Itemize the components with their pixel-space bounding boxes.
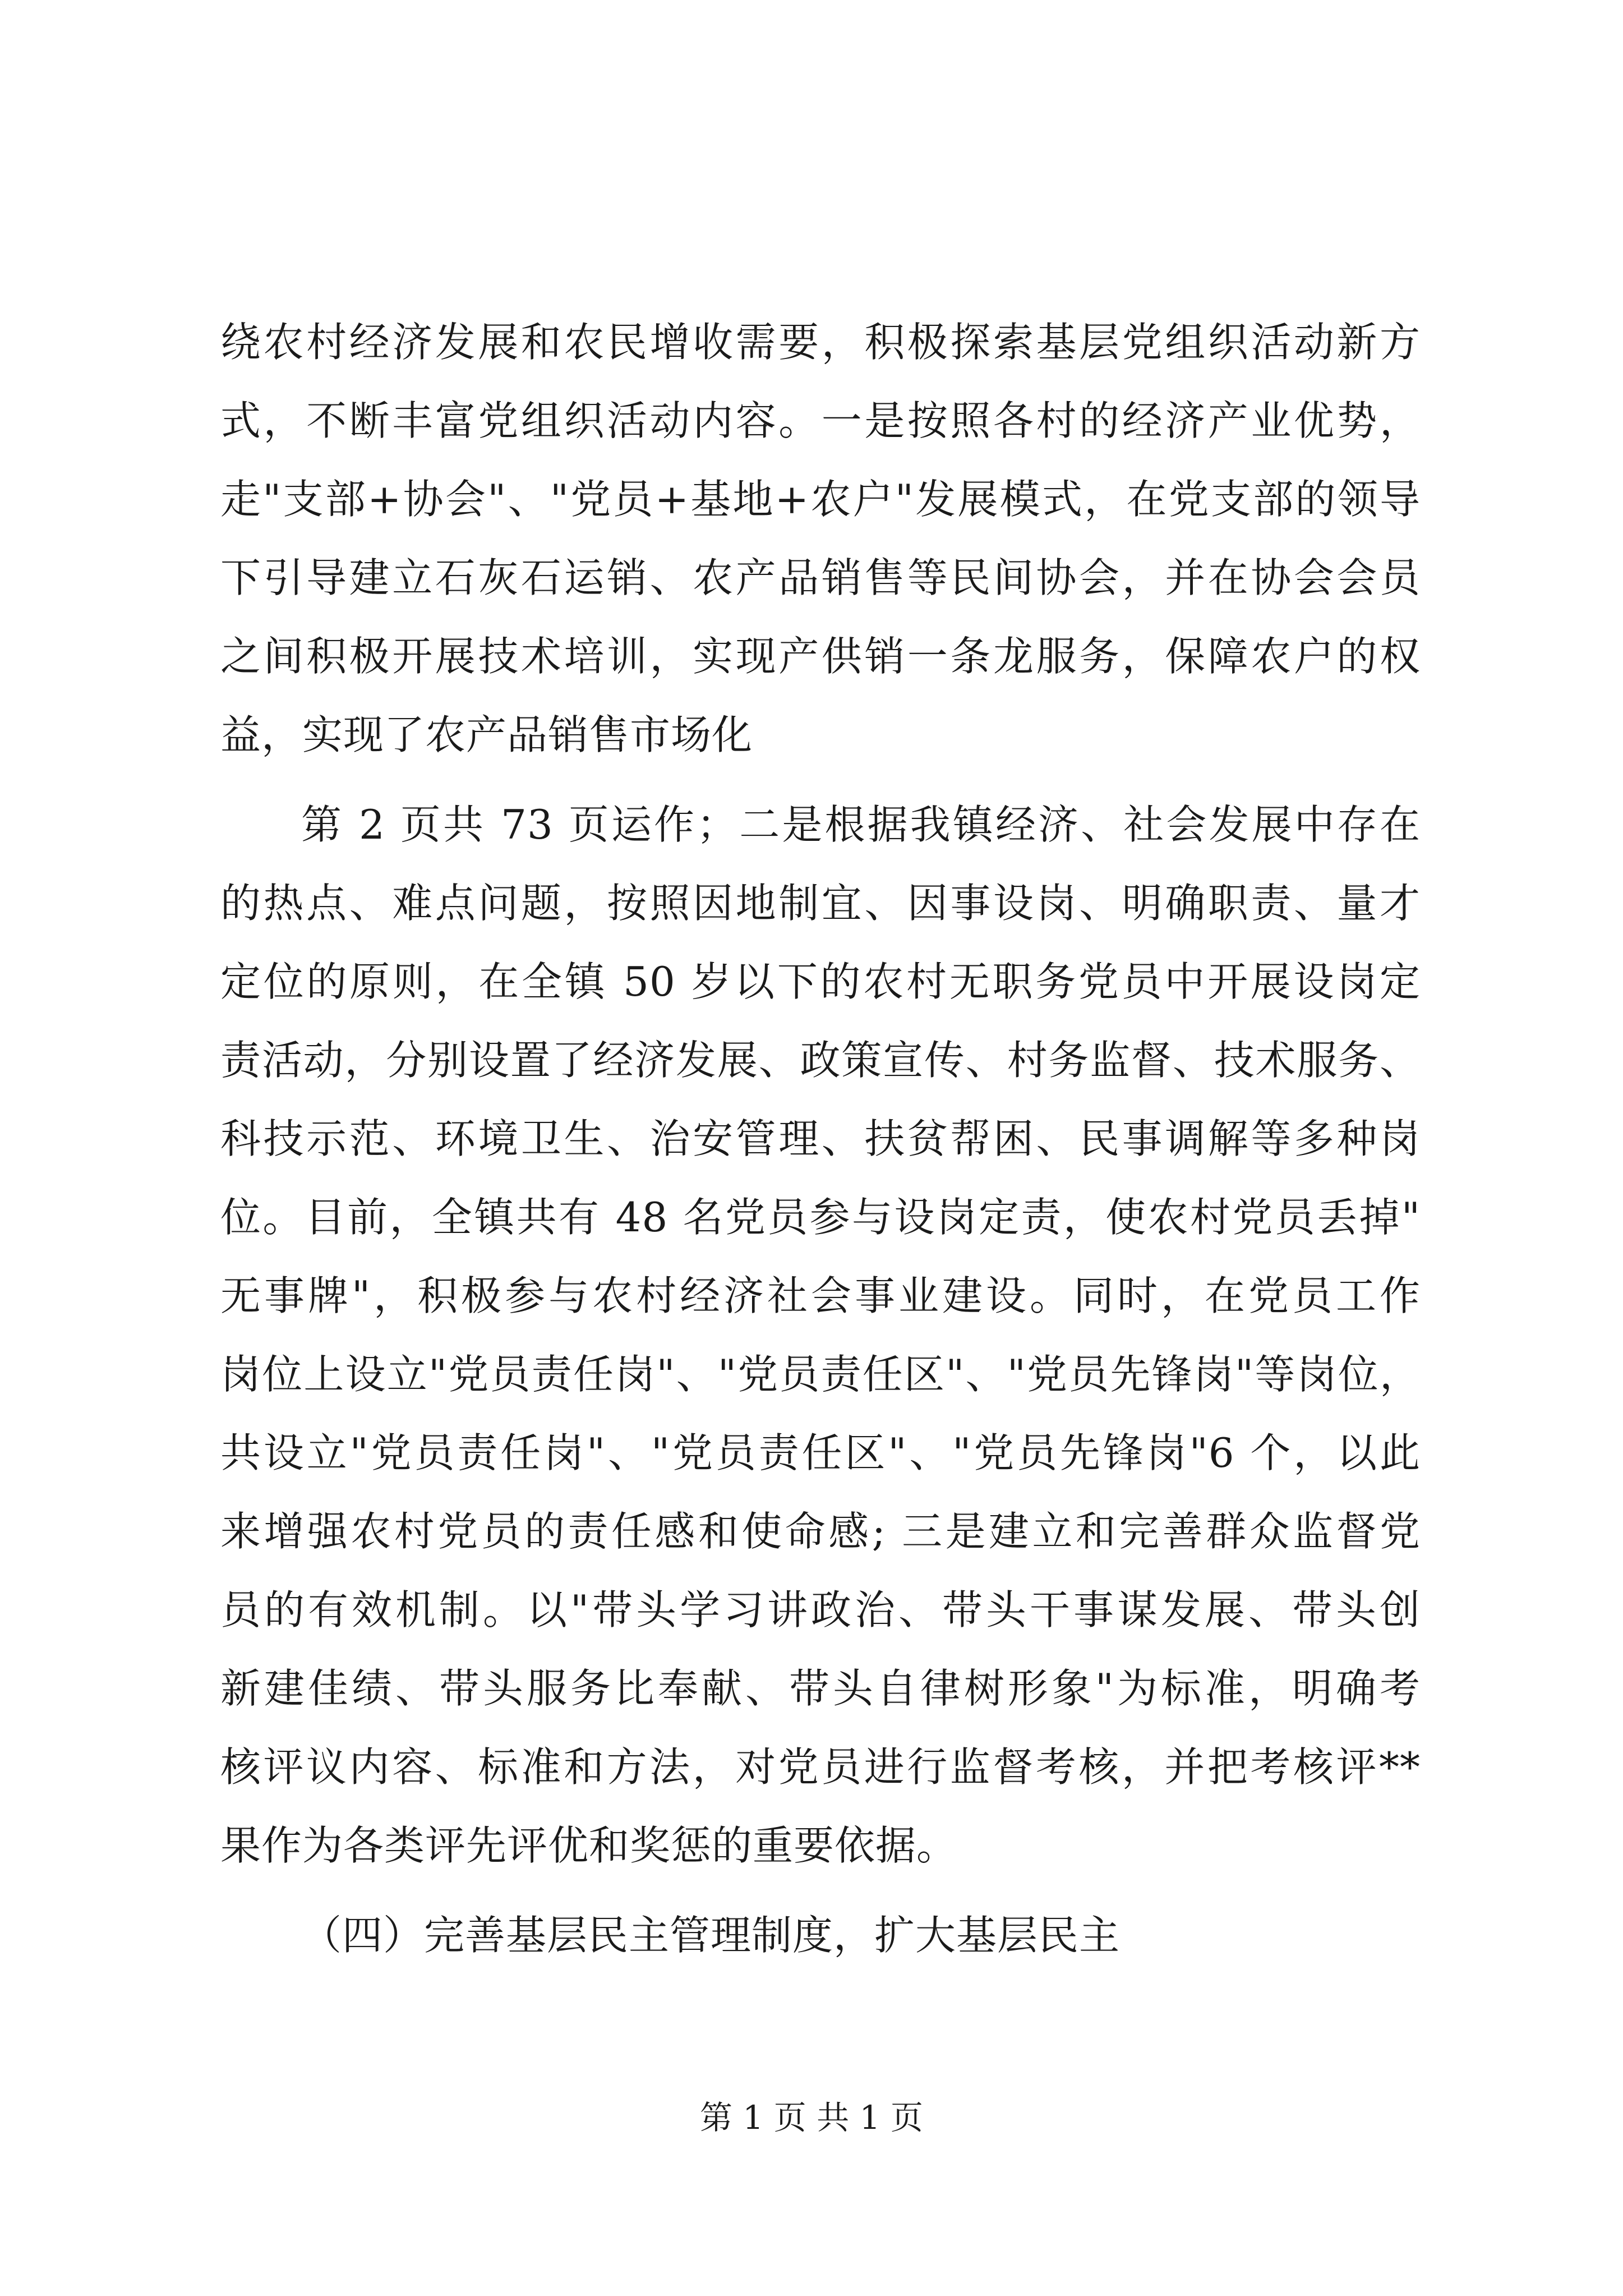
- text-line: 益，实现了农产品销售市场化: [220, 711, 753, 758]
- text-line: 来增强农村党员的责任感和使命感; 三是建立和完善群众监督党: [220, 1508, 1421, 1555]
- text-line: 绕农村经济发展和农民增收需要，积极探索基层党组织活动新方: [220, 319, 1421, 366]
- text-line: 责活动，分别设置了经济发展、政策宣传、村务监督、技术服务、: [220, 1037, 1421, 1084]
- text-line: 无事牌"，积极参与农村经济社会事业建设。同时，在党员工作: [220, 1272, 1421, 1319]
- text-line: 走"支部+协会"、"党员+基地+农户"发展模式，在党支部的领导: [220, 476, 1421, 523]
- text-line: 员的有效机制。以"带头学习讲政治、带头干事谋发展、带头创: [220, 1586, 1421, 1634]
- text-line: 第 2 页共 73 页运作；二是根据我镇经济、社会发展中存在: [301, 801, 1421, 848]
- text-line: 下引导建立石灰石运销、农产品销售等民间协会，并在协会会员: [220, 554, 1421, 601]
- text-line: 岗位上设立"党员责任岗"、"党员责任区"、"党员先锋岗"等岗位，: [220, 1351, 1421, 1398]
- text-line: 核评议内容、标准和方法，对党员进行监督考核，并把考核评**: [220, 1743, 1421, 1791]
- text-line: 的热点、难点问题，按照因地制宜、因事设岗、明确职责、量才: [220, 880, 1421, 927]
- section-heading: （四）完善基层民主管理制度，扩大基层民主: [301, 1912, 1121, 1959]
- text-line: 定位的原则，在全镇 50 岁以下的农村无职务党员中开展设岗定: [220, 958, 1421, 1005]
- text-line: 果作为各类评先评优和奖惩的重要依据。: [220, 1822, 958, 1869]
- text-line: 式，不断丰富党组织活动内容。一是按照各村的经济产业优势，: [220, 397, 1421, 444]
- text-line: 位。目前，全镇共有 48 名党员参与设岗定责，使农村党员丢掉": [220, 1194, 1421, 1241]
- text-line: 新建佳绩、带头服务比奉献、带头自律树形象"为标准，明确考: [220, 1665, 1421, 1712]
- page-footer: 第 1 页 共 1 页: [700, 2099, 923, 2137]
- text-line: 科技示范、环境卫生、治安管理、扶贫帮困、民事调解等多种岗: [220, 1115, 1421, 1162]
- text-line: 之间积极开展技术培训，实现产供销一条龙服务，保障农户的权: [220, 633, 1421, 680]
- text-line: 共设立"党员责任岗"、"党员责任区"、"党员先锋岗"6 个，以此: [220, 1429, 1421, 1476]
